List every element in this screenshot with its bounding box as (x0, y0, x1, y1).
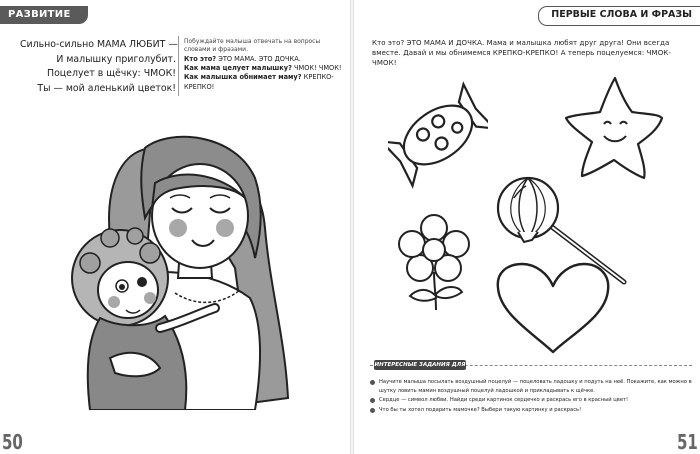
answer: КРЕПКО-КРЕПКО! (184, 73, 334, 91)
task-text: Научите малыша посылать воздушный поцелуй — поцеловать ладошку и подуть на неё. Покажите, как можно в шутку ловить мамин воздушный поцелуй ладошкой и прикладывать к щёчке. (379, 379, 692, 394)
list-item (370, 396, 692, 405)
header-tab: ПЕРВЫЕ СЛОВА И ФРАЗЫ (538, 6, 700, 26)
right-page (352, 0, 700, 454)
question: Как малышка обнимает маму? (184, 73, 302, 82)
heart-drawing (494, 262, 612, 354)
poem-line: Поцелует в щёчку: ЧМОК! (47, 68, 176, 79)
story-text: Кто это? ЭТО МАМА И ДОЧКА. Мама и малышка любят друг друга! Они всегда вместе. Давай и мы обнимемся КРЕПКО-КРЕПКО! А теперь поцелуемся: ЧМОК-ЧМОК! (372, 39, 671, 67)
task-text: Что бы ты хотел подарить мамочке? Выбери такую картинку и раскрась! (379, 406, 582, 413)
poem-line: Ты — мой аленький цветок! (37, 82, 176, 94)
page-number: 51 (677, 430, 698, 454)
instructions-intro: Побуждайте малыша отвечать на вопросы словами и фразами. (184, 38, 321, 53)
question: Кто это? (184, 55, 217, 63)
bullet-icon (370, 408, 375, 413)
bullet-icon (370, 398, 375, 403)
page-number: 50 (2, 430, 23, 454)
poem (20, 38, 176, 96)
candy-drawing (388, 80, 488, 190)
divider-line (178, 36, 179, 96)
task-text: Сердце — символ любви. Найди среди картинок сердечко и раскрась его в красный цвет! (379, 397, 629, 403)
answer: ЭТО МАМА. ЭТО ДОЧКА. (216, 55, 301, 63)
star-drawing (560, 72, 666, 184)
poem-line: И малышку приголубит. (56, 53, 176, 65)
question: Как мама целует малышку? (184, 64, 292, 73)
tasks-banner-label: ИНТЕРЕСНЫЕ ЗАДАНИЯ ДЛЯ МАЛЫША (374, 362, 466, 378)
flower-drawing (396, 214, 476, 314)
section-tab: РАЗВИТИЕ РЕЧИ (0, 6, 88, 24)
tasks-banner (370, 358, 692, 378)
bullet-icon (370, 380, 375, 385)
list-item (370, 378, 692, 395)
poem-line: Сильно-сильно МАМА ЛЮБИТ — (20, 39, 178, 50)
tasks-section (370, 358, 692, 415)
list-item (370, 406, 692, 415)
parent-instructions (184, 38, 344, 92)
mother-daughter-illustration (60, 128, 290, 410)
answer: ЧМОК! ЧМОК! (291, 64, 342, 73)
task-list (370, 378, 692, 414)
